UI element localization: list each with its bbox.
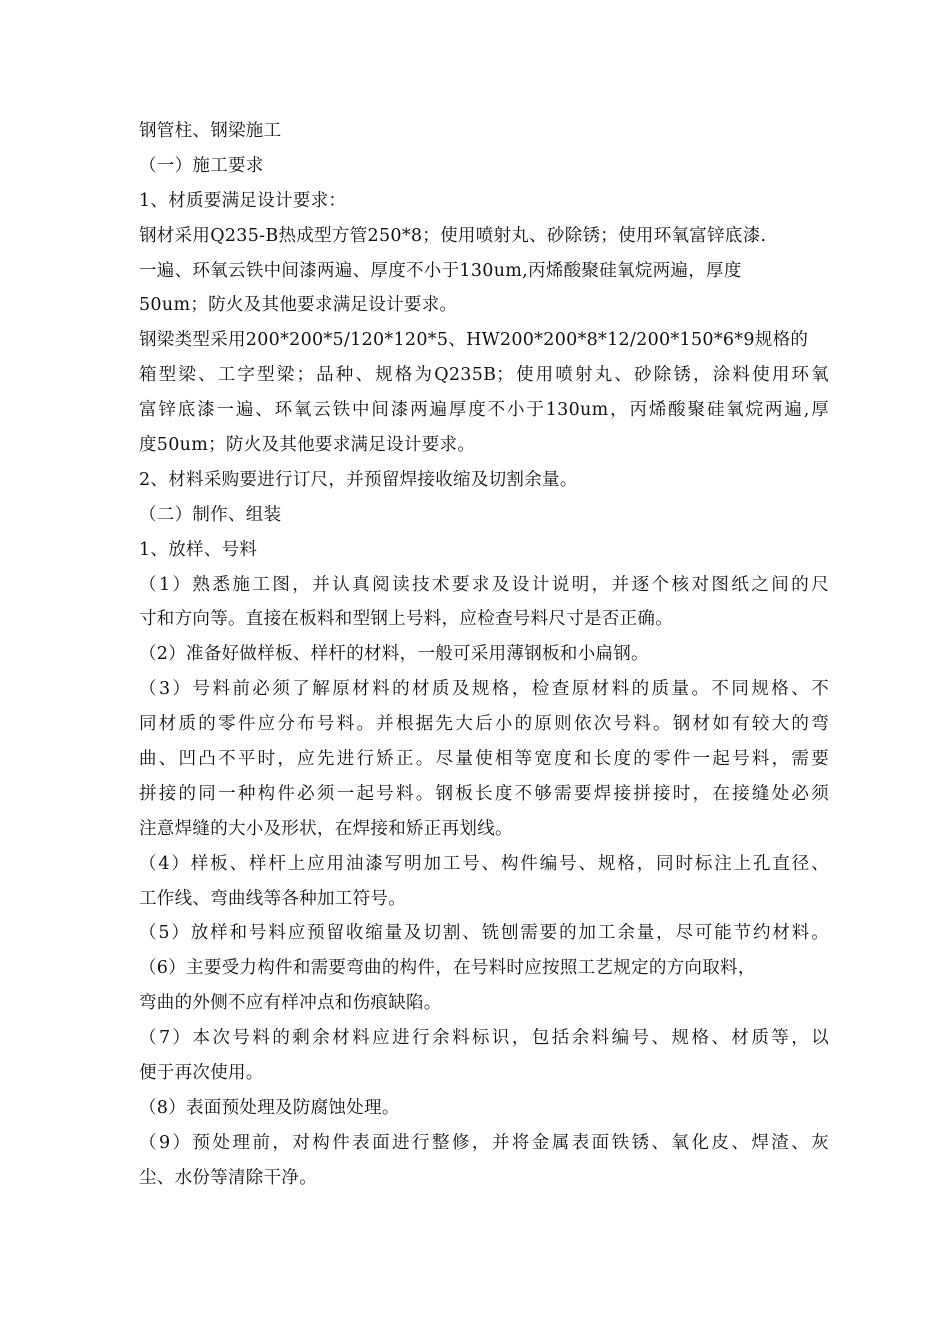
text-line: 寸和方向等。直接在板料和型钢上号料，应检查号料尺寸是否正确。 [139,609,673,630]
text-line: 富锌底漆一遍、环氧云铁中间漆两遍厚度不小于130um，丙烯酸聚硅氧烷两遍,厚 [139,400,829,421]
text-line: （7）本次号料的剩余材料应进行余料标识，包括余料编号、规格、材质等，以 [139,1028,829,1049]
text-line: （一）施工要求 [139,155,264,176]
text-line: 拼接的同一种构件必须一起号料。钢板长度不够需要焊接拼接时，在接缝处必须 [139,783,829,804]
text-line: （8）表面预处理及防腐蚀处理。 [139,1097,400,1118]
text-line: （5）放样和号料应预留收缩量及切割、铣刨需要的加工余量，尽可能节约材料。 [139,923,829,944]
text-line: 钢梁类型采用200*200*5/120*120*5、HW200*200*8*12/200*150*6*9规格的 [139,330,809,351]
text-line: 箱型梁、工字型梁；品种、规格为Q235B；使用喷射丸、砂除锈，涂料使用环氧 [139,365,829,386]
text-line: （1）熟悉施工图，并认真阅读技术要求及设计说明，并逐个核对图纸之间的尺 [139,574,829,595]
text-line: 注意焊缝的大小及形状，在焊接和矫正再划线。 [139,818,513,839]
text-line: 一遍、环氧云铁中间漆两遍、厚度不小于130um,丙烯酸聚硅氧烷两遍，厚度 [139,260,742,281]
text-line: （9）预处理前，对构件表面进行整修，并将金属表面铁锈、氧化皮、焊渣、灰 [139,1132,829,1153]
text-line: 2、材料采购要进行订尺，并预留焊接收缩及切割余量。 [139,469,578,490]
text-line: （二）制作、组装 [139,504,282,525]
text-line: 便于再次使用。 [139,1063,264,1084]
text-line: （2）准备好做样板、样杆的材料，一般可采用薄钢板和小扁钢。 [139,644,649,665]
text-line: 度50um；防火及其他要求满足设计要求。 [139,435,476,456]
text-line: 尘、水份等清除干净。 [139,1167,317,1188]
document-body [139,114,829,1196]
text-line: （6）主要受力构件和需要弯曲的构件，在号料时应按照工艺规定的方向取料， [139,958,756,979]
text-line: 1、放样、号料 [139,539,258,560]
text-line: （3）号料前必须了解原材料的材质及规格，检查原材料的质量。不同规格、不 [139,679,829,700]
text-line: 1、材质要满足设计要求： [139,190,347,211]
text-line: 同材质的零件应分布号料。并根据先大后小的原则依次号料。钢材如有较大的弯 [139,714,829,735]
text-line: 50um；防火及其他要求满足设计要求。 [139,295,458,316]
text-line: 工作线、弯曲线等各种加工符号。 [139,888,406,909]
text-line: 曲、凹凸不平时，应先进行矫正。尽量使相等宽度和长度的零件一起号料，需要 [139,749,829,770]
text-line: 弯曲的外侧不应有样冲点和伤痕缺陷。 [139,993,442,1014]
text-line: 钢管柱、钢梁施工 [139,121,282,141]
text-line: （4）样板、样杆上应用油漆写明加工号、构件编号、规格，同时标注上孔直径、 [139,853,829,874]
text-line: 钢材采用Q235-B热成型方管250*8；使用喷射丸、砂除锈；使用环氧富锌底漆. [139,225,767,246]
